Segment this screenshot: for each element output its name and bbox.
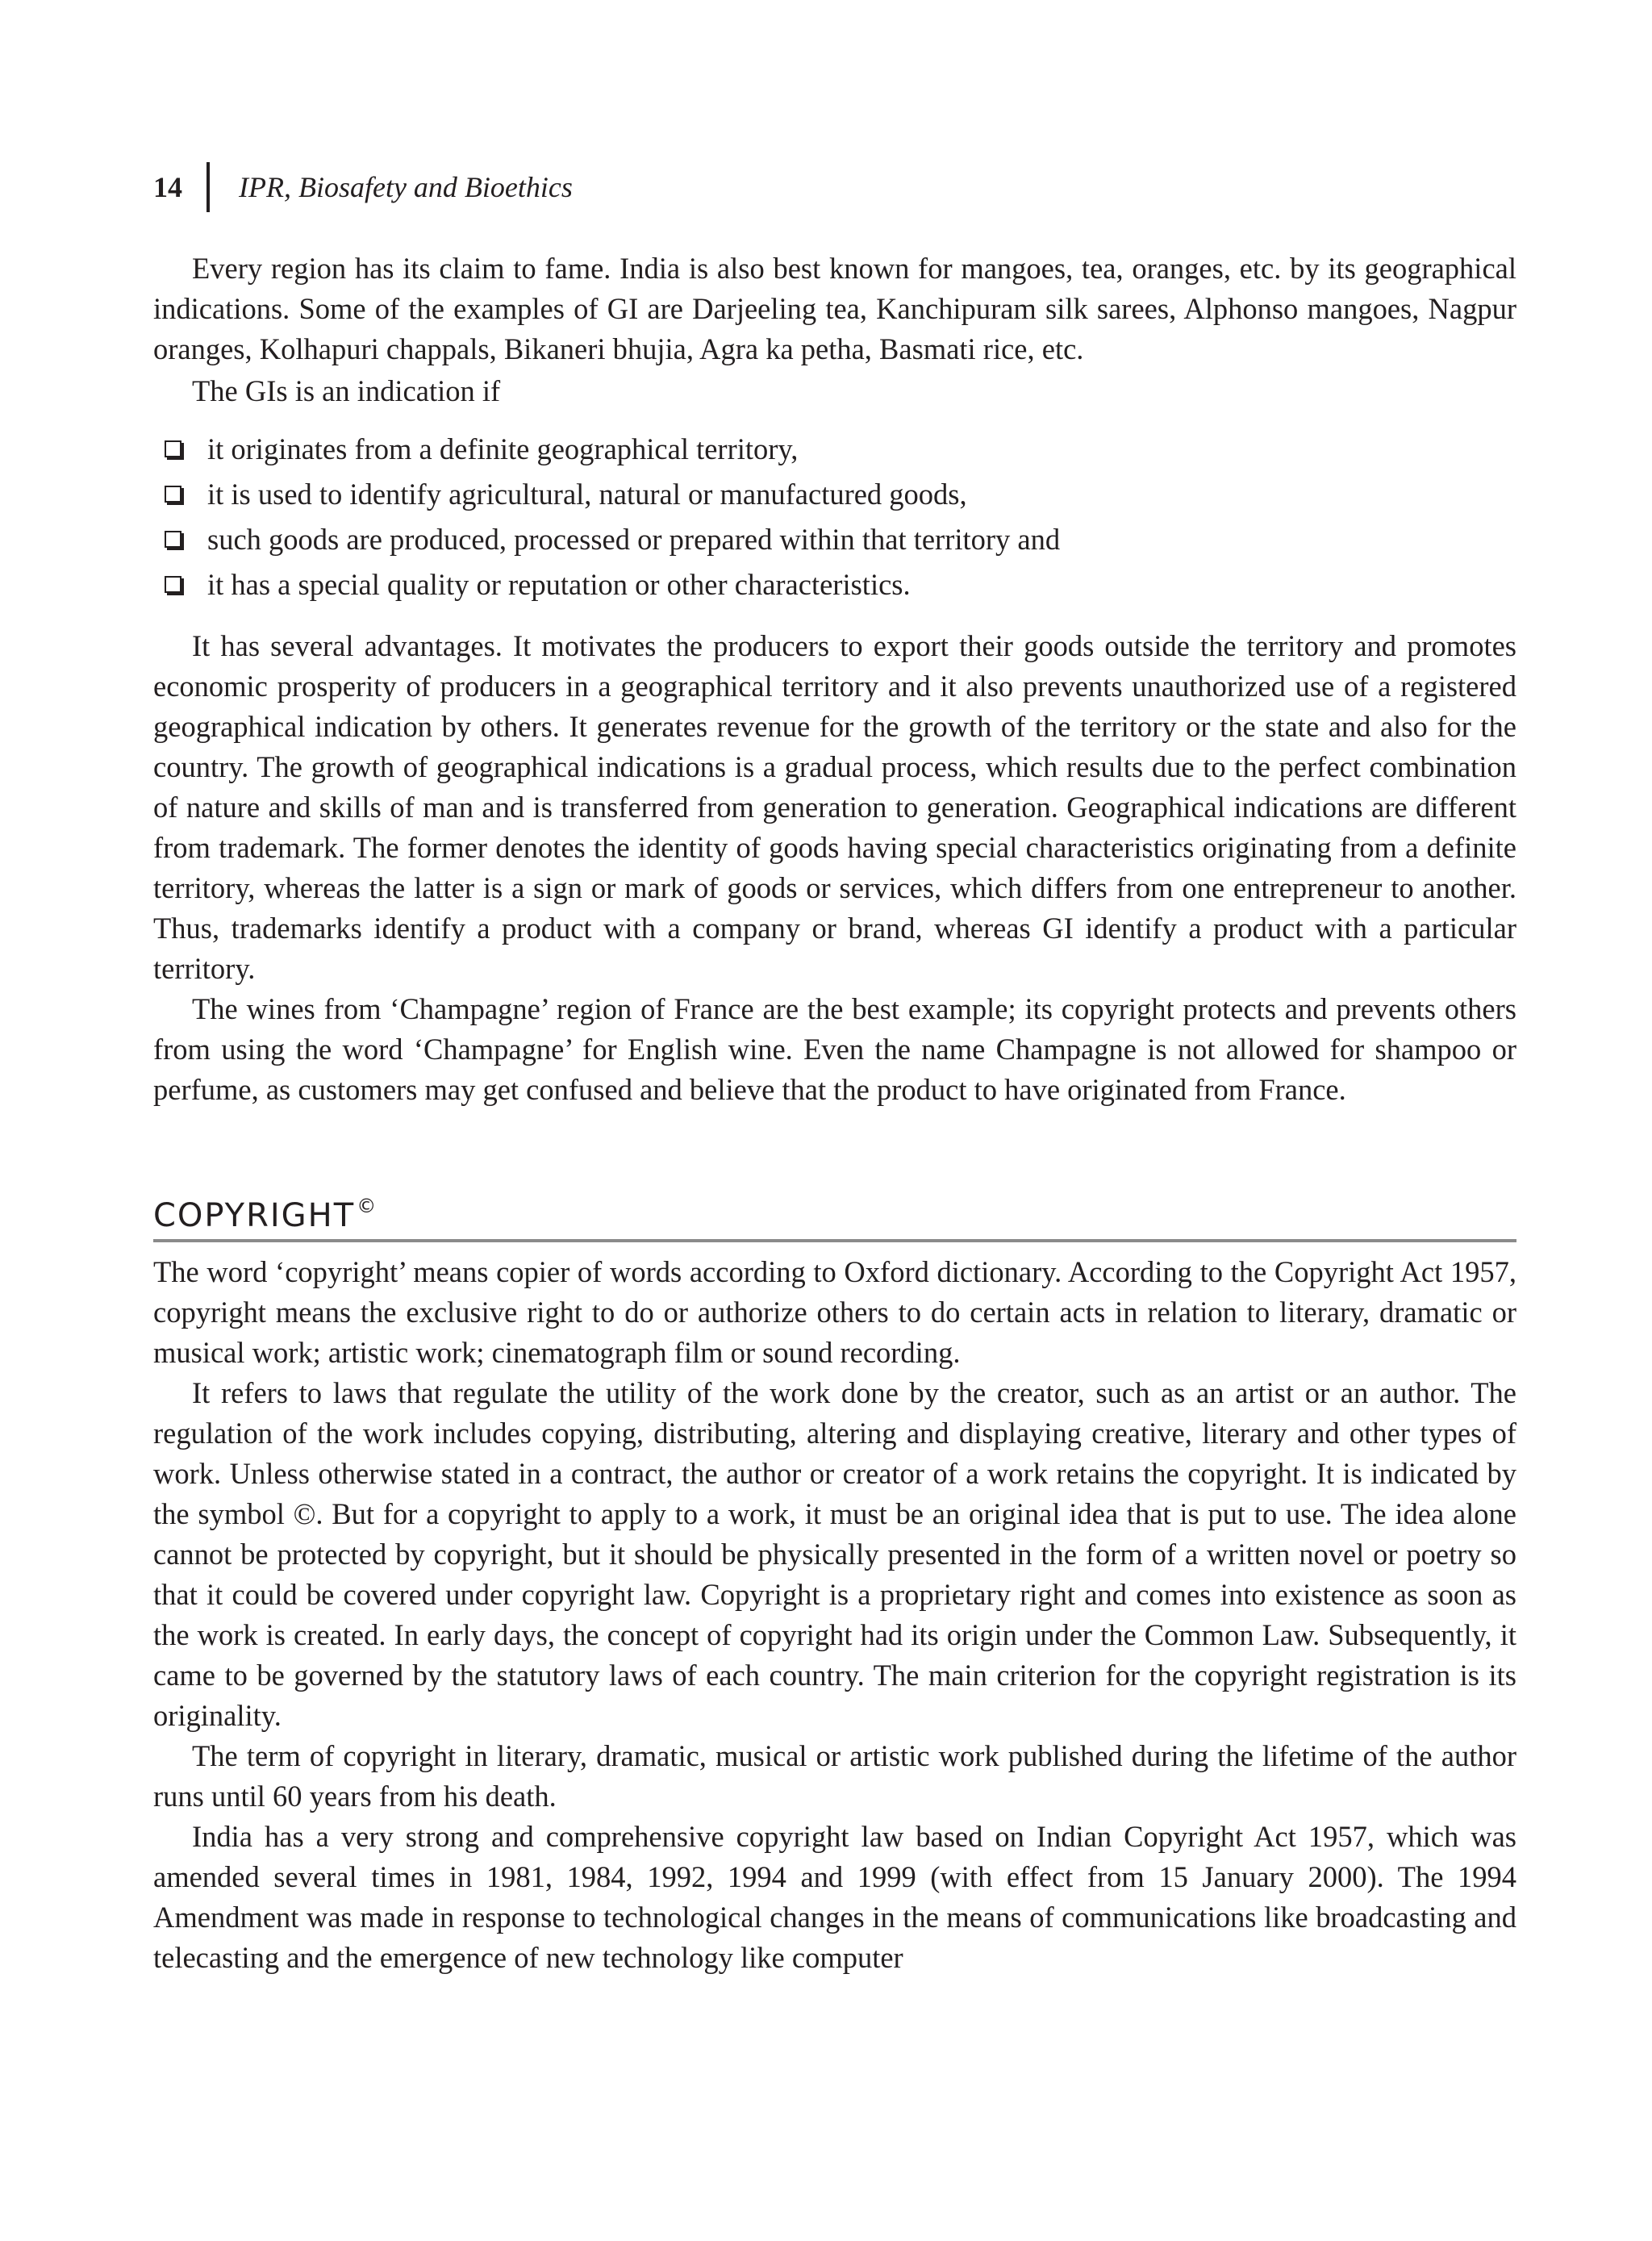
section-title: COPYRIGHT xyxy=(153,1197,356,1234)
copyright-term-paragraph: The term of copyright in literary, dramatic, musical or artistic work published during the lifetime of the author runs until 60 years from his death. xyxy=(153,1739,1516,1813)
gi-criteria-list xyxy=(153,426,1516,607)
copyright-laws-paragraph: It refers to laws that regulate the utility of the work done by the creator, such as an artist or an author. The regulation of the work includes copying, distributing, altering and displaying creative, literary and other types of work. Unless otherwise stated in a contract, the author or creator of a work retains the copyright. It is indicated by the symbol ©. But for a copyright to apply to a work, it must be an original idea that is put to use. The idea alone cannot be protected by copyright, but it should be physically presented in the form of a written novel or poetry so that it could be covered under copyright law. Copyright is a proprietary right and comes into existence as soon as the work is created. In early days, the concept of copyright had its origin under the Common Law. Subsequently, it came to be governed by the statutory laws of each country. The main criterion for the copyright registration is its originality. xyxy=(153,1376,1516,1732)
copyright-definition-paragraph: The word ‘copyright’ means copier of words according to Oxford dictionary. According to the Copyright Act 1957, copyright means the exclusive right to do or authorize others to do certain acts in relation to literary, dramatic or musical work; artistic work; cinematograph film or sound recording. xyxy=(153,1255,1516,1369)
running-header xyxy=(153,161,1516,213)
list-item-text: such goods are produced, processed or prepared within that territory and xyxy=(207,522,1061,556)
list-item xyxy=(153,516,1516,561)
list-item xyxy=(153,561,1516,607)
copyright-india-paragraph: India has a very strong and comprehensive copyright law based on Indian Copyright Act 1957, which was amended several times in 1981, 1984, 1992, 1994 and 1999 (with effect from 15 January 2000). The 1994 Amendment was made in response to technological changes in the means of communications like broadcasting and telecasting and the emergence of new technology like computer xyxy=(153,1820,1516,1974)
list-item xyxy=(153,426,1516,471)
gi-champagne-paragraph: The wines from ‘Champagne’ region of France are the best example; its copyright protects and prevents others from using the word ‘Champagne’ for English wine. Even the name Champagne is not allowed for shampoo or perfume, as customers may get confused and believe that the product to have originated from France. xyxy=(153,992,1516,1106)
section-heading-copyright xyxy=(153,1194,1516,1242)
list-item xyxy=(153,471,1516,516)
book-title: IPR, Biosafety and Bioethics xyxy=(239,171,573,203)
checkbox-bullet-icon xyxy=(165,531,181,548)
checkbox-bullet-icon xyxy=(165,486,181,503)
book-page xyxy=(153,161,1516,1978)
gi-advantages-paragraph: It has several advantages. It motivates the producers to export their goods outside the territory and promotes economic prosperity of producers in a geographical territory and it also prevents unauthorized use of a registered geographical indication by others. It generates revenue for the growth of the territory or the state and also for the country. The growth of geographical indications is a gradual process, which results due to the perfect combination of nature and skills of man and is transferred from generation to generation. Geographical indications are different from trademark. The former denotes the identity of goods having special characteristics originating from a definite territory, whereas the latter is a sign or mark of goods or services, which differs from one entrepreneur to another. Thus, trademarks identify a product with a company or brand, whereas GI identify a product with a particular territory. xyxy=(153,629,1516,985)
copyright-symbol-icon: © xyxy=(357,1195,377,1217)
checkbox-bullet-icon xyxy=(165,576,181,593)
checkbox-bullet-icon xyxy=(165,440,181,457)
header-divider xyxy=(206,162,210,212)
gi-list-lead: The GIs is an indication if xyxy=(192,374,501,407)
list-item-text: it originates from a definite geographical territory, xyxy=(207,432,799,465)
gi-intro-paragraph: Every region has its claim to fame. India is also best known for mangoes, tea, oranges, etc. by its geographical indications. Some of the examples of GI are Darjeeling tea, Kanchipuram silk sarees, Alphonso mangoes, Nagpur oranges, Kolhapuri chappals, Bikaneri bhujia, Agra ka petha, Basmati rice, etc. xyxy=(153,252,1516,365)
list-item-text: it is used to identify agricultural, natural or manufactured goods, xyxy=(207,477,967,511)
page-number: 14 xyxy=(153,171,182,203)
list-item-text: it has a special quality or reputation or other characteristics. xyxy=(207,567,911,601)
